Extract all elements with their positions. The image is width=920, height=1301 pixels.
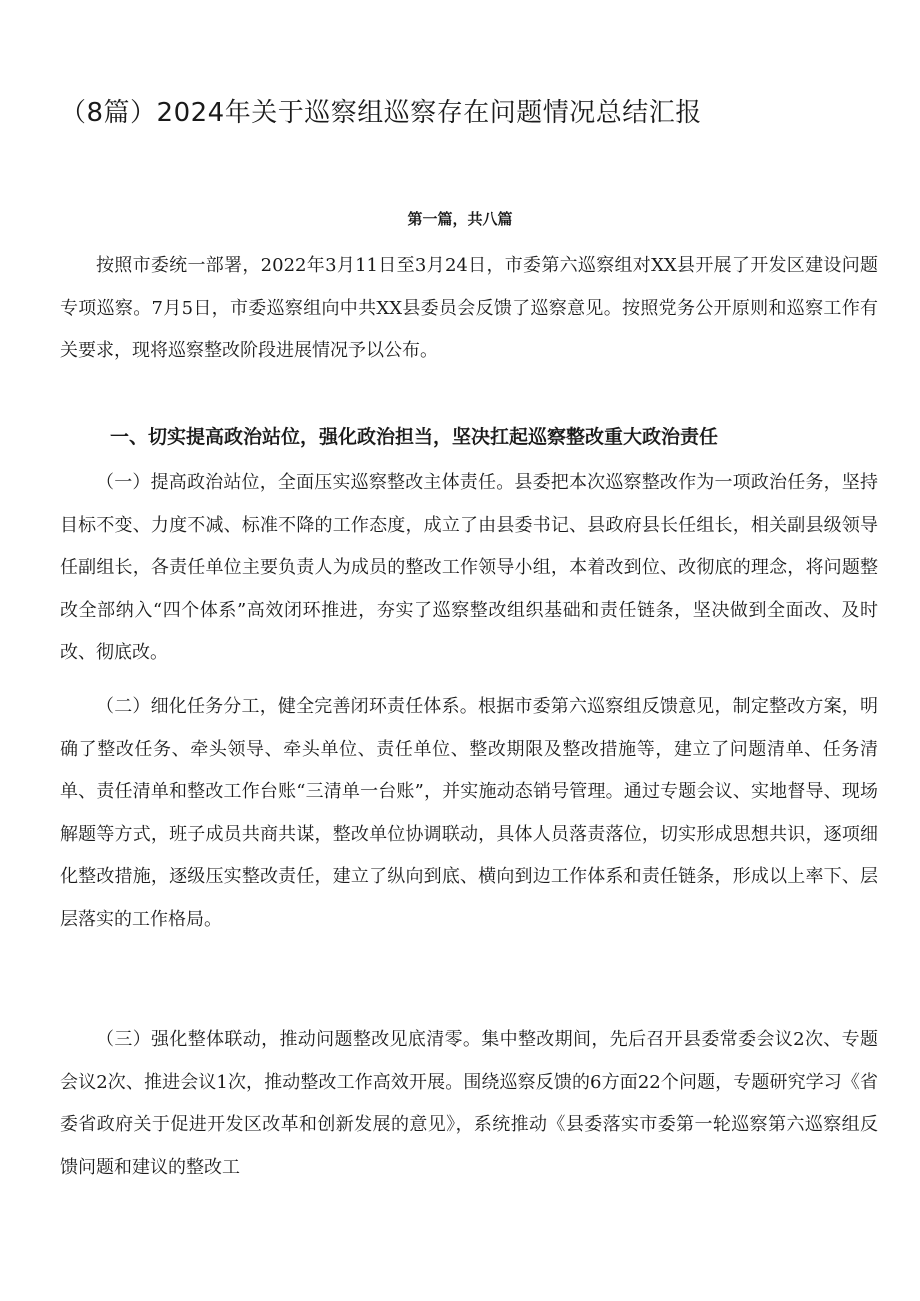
- paragraph-item-2: （二）细化任务分工，健全完善闭环责任体系。根据市委第六巡察组反馈意见，制定整改方案，明确了整改任务、牵头领导、牵头单位、责任单位、整改期限及整改措施等，建立了问题清单、任务清单、责任清单和整改工作台账“三清单一台账”，并实施动态销号管理。通过专题会议、实地督导、现场解题等方式，班子成员共商共谋，整改单位协调联动，具体人员落责落位，切实形成思想共识，逐项细化整改措施，逐级压实整改责任，建立了纵向到底、横向到边工作体系和责任链条，形成以上率下、层层落实的工作格局。: [60, 696, 878, 930]
- document-title: （8篇）2024年关于巡察组巡察存在问题情况总结汇报: [60, 98, 702, 128]
- section-heading: 一、切实提高政治站位，强化政治担当，坚决扛起巡察整改重大政治责任: [110, 426, 719, 448]
- paragraph-item-3: （三）强化整体联动，推动问题整改见底清零。集中整改期间，先后召开县委常委会议2次、专题会议2次、推进会议1次，推动整改工作高效开展。围绕巡察反馈的6方面22个问题，专题研究学习《省委省政府关于促进开发区改革和创新发展的意见》，系统推动《县委落实市委第一轮巡察第六巡察组反馈问题和建议的整改工: [60, 1029, 878, 1178]
- document-subtitle: 第一篇，共八篇: [407, 210, 513, 228]
- paragraph-item-1: （一）提高政治站位，全面压实巡察整改主体责任。县委把本次巡察整改作为一项政治任务，坚持目标不变、力度不减、标准不降的工作态度，成立了由县委书记、县政府县长任组长，相关副县级领导任副组长，各责任单位主要负责人为成员的整改工作领导小组，本着改到位、改彻底的理念，将问题整改全部纳入“四个体系”高效闭环推进，夯实了巡察整改组织基础和责任链条，坚决做到全面改、及时改、彻底改。: [60, 472, 878, 664]
- intro-paragraph: 按照市委统一部署，2022年3月11日至3月24日，市委第六巡察组对XX县开展了开发区建设问题专项巡察。7月5日，市委巡察组向中共XX县委员会反馈了巡察意见。按照党务公开原则和巡察工作有关要求，现将巡察整改阶段进展情况予以公布。: [60, 255, 878, 362]
